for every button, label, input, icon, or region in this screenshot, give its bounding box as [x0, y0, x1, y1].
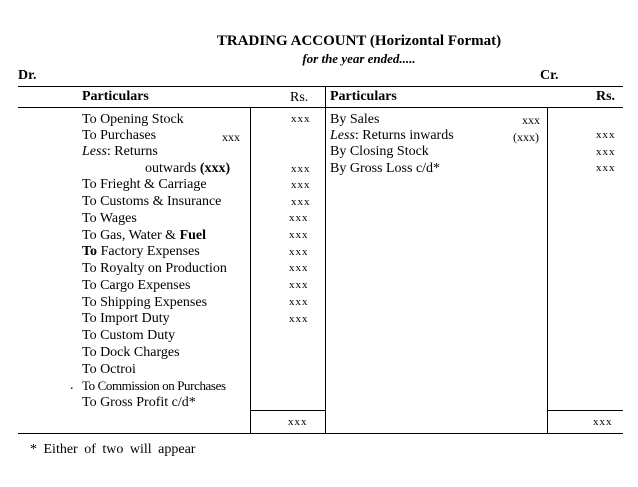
top-rule: [18, 86, 623, 87]
debit-row: [82, 228, 206, 245]
credit-amount: xxx: [596, 129, 616, 141]
credit-inner-amount: (xxx): [513, 130, 539, 144]
debit-amount: xxx: [289, 212, 309, 224]
debit-amount: xxx: [289, 229, 309, 241]
credit-header-amount: Rs.: [596, 89, 616, 104]
debit-row: [82, 295, 207, 312]
debit-amount: xxx: [291, 113, 311, 125]
credit-row: [330, 161, 440, 178]
row-text: To Cargo Expenses: [82, 278, 191, 293]
dr-label: Dr.: [18, 68, 37, 83]
debit-amount: xxx: [289, 296, 309, 308]
row-text: To Octroi: [82, 362, 136, 377]
credit-header-particulars: Particulars: [330, 89, 397, 104]
debit-row: [82, 278, 190, 295]
debit-row: [82, 211, 137, 228]
credit-row: [330, 128, 454, 145]
row-text: To Royalty on Production: [82, 261, 227, 276]
row-italic: Less: [330, 128, 355, 143]
debit-amount: xxx: [291, 163, 311, 175]
row-text: To Frieght & Carriage: [82, 177, 207, 192]
debit-amount: xxx: [291, 179, 311, 191]
row-text: To Gross Profit c/d*: [82, 395, 196, 410]
debit-header-particulars: Particulars: [82, 89, 149, 104]
row-text: : Returns: [106, 144, 158, 159]
debit-row: [82, 395, 196, 412]
row-text: By Gross Loss c/d*: [330, 161, 441, 176]
row-bold: Fuel: [179, 228, 207, 243]
debit-row: [82, 261, 227, 278]
center-divider: [325, 86, 326, 433]
debit-row: [82, 112, 184, 129]
debit-row: [82, 328, 175, 345]
page-title: TRADING ACCOUNT (Horizontal Format): [216, 33, 502, 49]
credit-amount-divider: [547, 107, 548, 433]
row-bold: (xxx): [199, 161, 231, 176]
cr-label: Cr.: [540, 68, 559, 83]
debit-total-rule: [250, 410, 325, 411]
debit-row: [82, 345, 180, 362]
row-text: To Shipping Expenses: [82, 295, 208, 310]
credit-amount: xxx: [596, 162, 616, 174]
debit-row: [82, 194, 221, 211]
debit-amount: xxx: [289, 262, 309, 274]
bottom-rule: [18, 433, 623, 434]
credit-row: [330, 112, 379, 129]
debit-row: [82, 177, 207, 194]
row-text: To Wages: [82, 211, 137, 226]
row-bold: To: [82, 244, 98, 259]
debit-header-amount: Rs.: [290, 90, 309, 105]
row-text: To Import Duty: [82, 311, 170, 326]
stray-dot: .: [70, 378, 74, 393]
row-text: Factory Expenses: [97, 244, 200, 259]
row-text: By Sales: [330, 112, 380, 127]
credit-total: xxx: [593, 416, 613, 428]
row-italic: Less: [82, 144, 107, 159]
debit-row: [82, 244, 200, 261]
row-text: To Gas, Water &: [82, 228, 180, 243]
debit-row: [82, 378, 226, 395]
debit-row: [82, 311, 170, 328]
debit-row: [82, 362, 136, 379]
page-subtitle: for the year ended.....: [302, 51, 416, 66]
row-text: To Opening Stock: [82, 112, 184, 127]
debit-amount-divider: [250, 107, 251, 433]
row-text: By Closing Stock: [330, 144, 429, 159]
row-text: To Dock Charges: [82, 345, 180, 360]
row-text: outwards: [145, 161, 197, 176]
header-rule: [18, 107, 623, 108]
footnote: * Either of two will appear: [30, 442, 196, 457]
debit-amount: xxx: [289, 246, 309, 258]
credit-total-rule: [547, 410, 623, 411]
row-text: To Custom Duty: [82, 328, 176, 343]
row-text: : Returns inwards: [354, 128, 454, 143]
credit-row: [330, 144, 429, 161]
debit-row: [82, 144, 158, 161]
debit-row: [145, 161, 230, 178]
credit-inner-amount: xxx: [522, 113, 540, 127]
debit-amount: xxx: [291, 196, 311, 208]
row-text: To Purchases: [82, 128, 157, 143]
debit-total: xxx: [288, 416, 308, 428]
debit-row: [82, 128, 156, 145]
row-text: To Commission on Purchases: [82, 378, 226, 393]
debit-amount: xxx: [289, 313, 309, 325]
debit-amount: xxx: [289, 279, 309, 291]
row-text: To Customs & Insurance: [82, 194, 222, 209]
debit-inner-amount: xxx: [222, 130, 240, 144]
credit-amount: xxx: [596, 146, 616, 158]
